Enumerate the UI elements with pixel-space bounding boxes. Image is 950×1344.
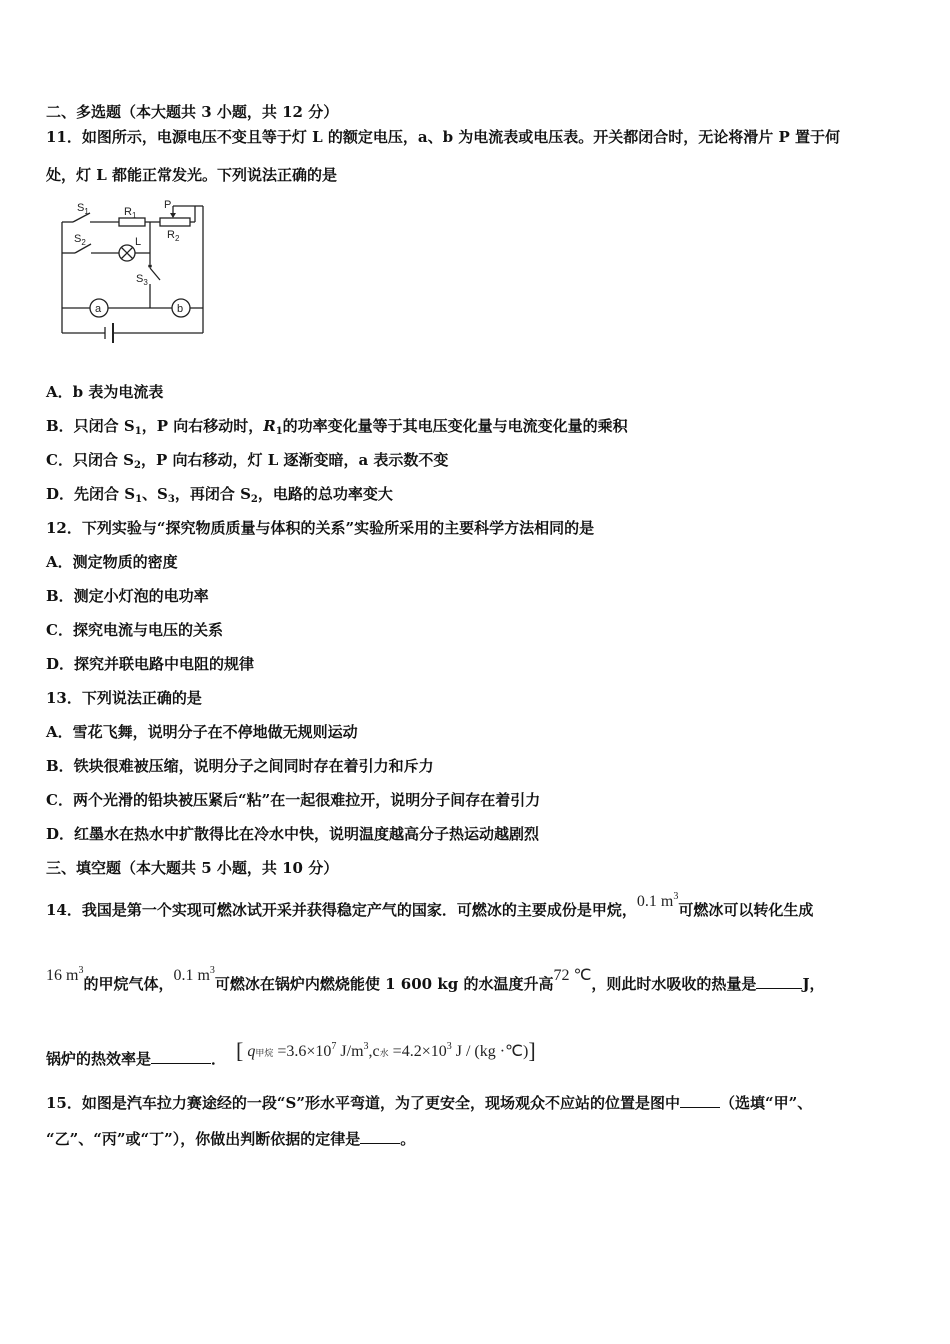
- q15-line1: 15．如图是汽车拉力赛途经的一段“S”形水平弯道，为了更安全，现场观众不应站的位置是图中 （选填“甲”、: [46, 1094, 813, 1112]
- q11-option-a: A．b 表为电流表: [46, 383, 164, 401]
- q11-option-d: D．先闭合 $S_1$、$S_3$，再闭合 $S_2$，电路的总功率变大: [46, 485, 393, 505]
- q15-law-blank[interactable]: [360, 1129, 400, 1144]
- p-label: P: [164, 199, 172, 211]
- s1-label: $S_1$: [77, 202, 89, 216]
- q11-stem-line2: 处，灯 L 都能正常发光。下列说法正确的是: [46, 166, 337, 184]
- q14-line3: 锅炉的热效率是 ． [ q甲烷 $=3.6\times 10^7$ $J/m^3,c$水 $=4.2\times 10^3$ J / (kg ·℃)]: [46, 1038, 536, 1068]
- q12-option-c: C．探究电流与电压的关系: [46, 621, 223, 639]
- q13-stem: 13．下列说法正确的是: [46, 689, 202, 707]
- q14-line2: 16 $m^3$的甲烷气体，0.1 $m^3$可燃冰在锅炉内燃烧能使 1 600 kg 的水温度升高72 ℃，则此时水吸收的热量是 J，: [46, 965, 825, 993]
- q11-stem-line1: 11．如图所示，电源电压不变且等于灯 L 的额定电压，a、b 为电流表或电压表。开关都闭合时，无论将滑片 P 置于何: [46, 128, 841, 146]
- q14-formula: [ q甲烷 $=3.6\times 10^7$ $J/m^3,c$水 $=4.2\times 10^3$ J / (kg ·℃)]: [236, 1038, 536, 1063]
- q13-option-d: D．红墨水在热水中扩散得比在冷水中快，说明温度越高分子热运动越剧烈: [46, 825, 540, 843]
- q12-option-d: D．探究并联电路中电阻的规律: [46, 655, 255, 673]
- q11-option-b: B．只闭合 $S_1$，P 向右移动时，$R_1$的功率变化量等于其电压变化量与电流变化量的乘积: [46, 417, 628, 437]
- q13-option-c: C．两个光滑的铅块被压紧后“粘”在一起很难拉开，说明分子间存在着引力: [46, 791, 541, 809]
- lamp-label: L: [135, 236, 142, 248]
- meter-a-label: a: [95, 303, 102, 315]
- q12-option-a: A．测定物质的密度: [46, 553, 178, 571]
- q14-heat-blank[interactable]: [756, 974, 802, 989]
- s2-label: $S_2$: [74, 233, 86, 247]
- q12-stem: 12．下列实验与“探究物质质量与体积的关系”实验所采用的主要科学方法相同的是: [46, 519, 595, 537]
- q14-volume-2: 16 $m^3$: [46, 965, 84, 984]
- q14-line1: 14．我国是第一个实现可燃冰试开采并获得稳定产气的国家．可燃冰的主要成份是甲烷，0.1 $m^3$可燃冰可以转化生成: [46, 891, 814, 919]
- circuit-diagram: [55, 198, 215, 343]
- r1-label: $R_1$: [124, 206, 137, 220]
- q15-line2: “乙”、“丙”或“丁”），你做出判断依据的定律是 。: [46, 1130, 416, 1148]
- q11-option-c: C．只闭合 $S_2$，P 向右移动，灯 L 逐渐变暗，a 表示数不变: [46, 451, 449, 471]
- r2-label: $R_2$: [167, 229, 180, 243]
- q14-efficiency-blank[interactable]: [151, 1049, 211, 1064]
- section-2-heading: 二、多选题（本大题共 3 小题，共 12 分）: [46, 103, 339, 121]
- q12-option-b: B．测定小灯泡的电功率: [46, 587, 209, 605]
- q14-volume-3: 0.1 $m^3$: [173, 965, 215, 984]
- q13-option-a: A．雪花飞舞，说明分子在不停地做无规则运动: [46, 723, 358, 741]
- meter-b-label: b: [177, 303, 184, 315]
- q14-volume-1: 0.1 $m^3$: [636, 891, 679, 910]
- q14-temperature: 72 ℃: [553, 967, 592, 984]
- q13-option-b: B．铁块很难被压缩，说明分子之间同时存在着引力和斥力: [46, 757, 434, 775]
- s3-label: $S_3$: [136, 273, 148, 287]
- section-3-heading: 三、填空题（本大题共 5 小题，共 10 分）: [46, 859, 339, 877]
- q15-position-blank[interactable]: [680, 1093, 720, 1108]
